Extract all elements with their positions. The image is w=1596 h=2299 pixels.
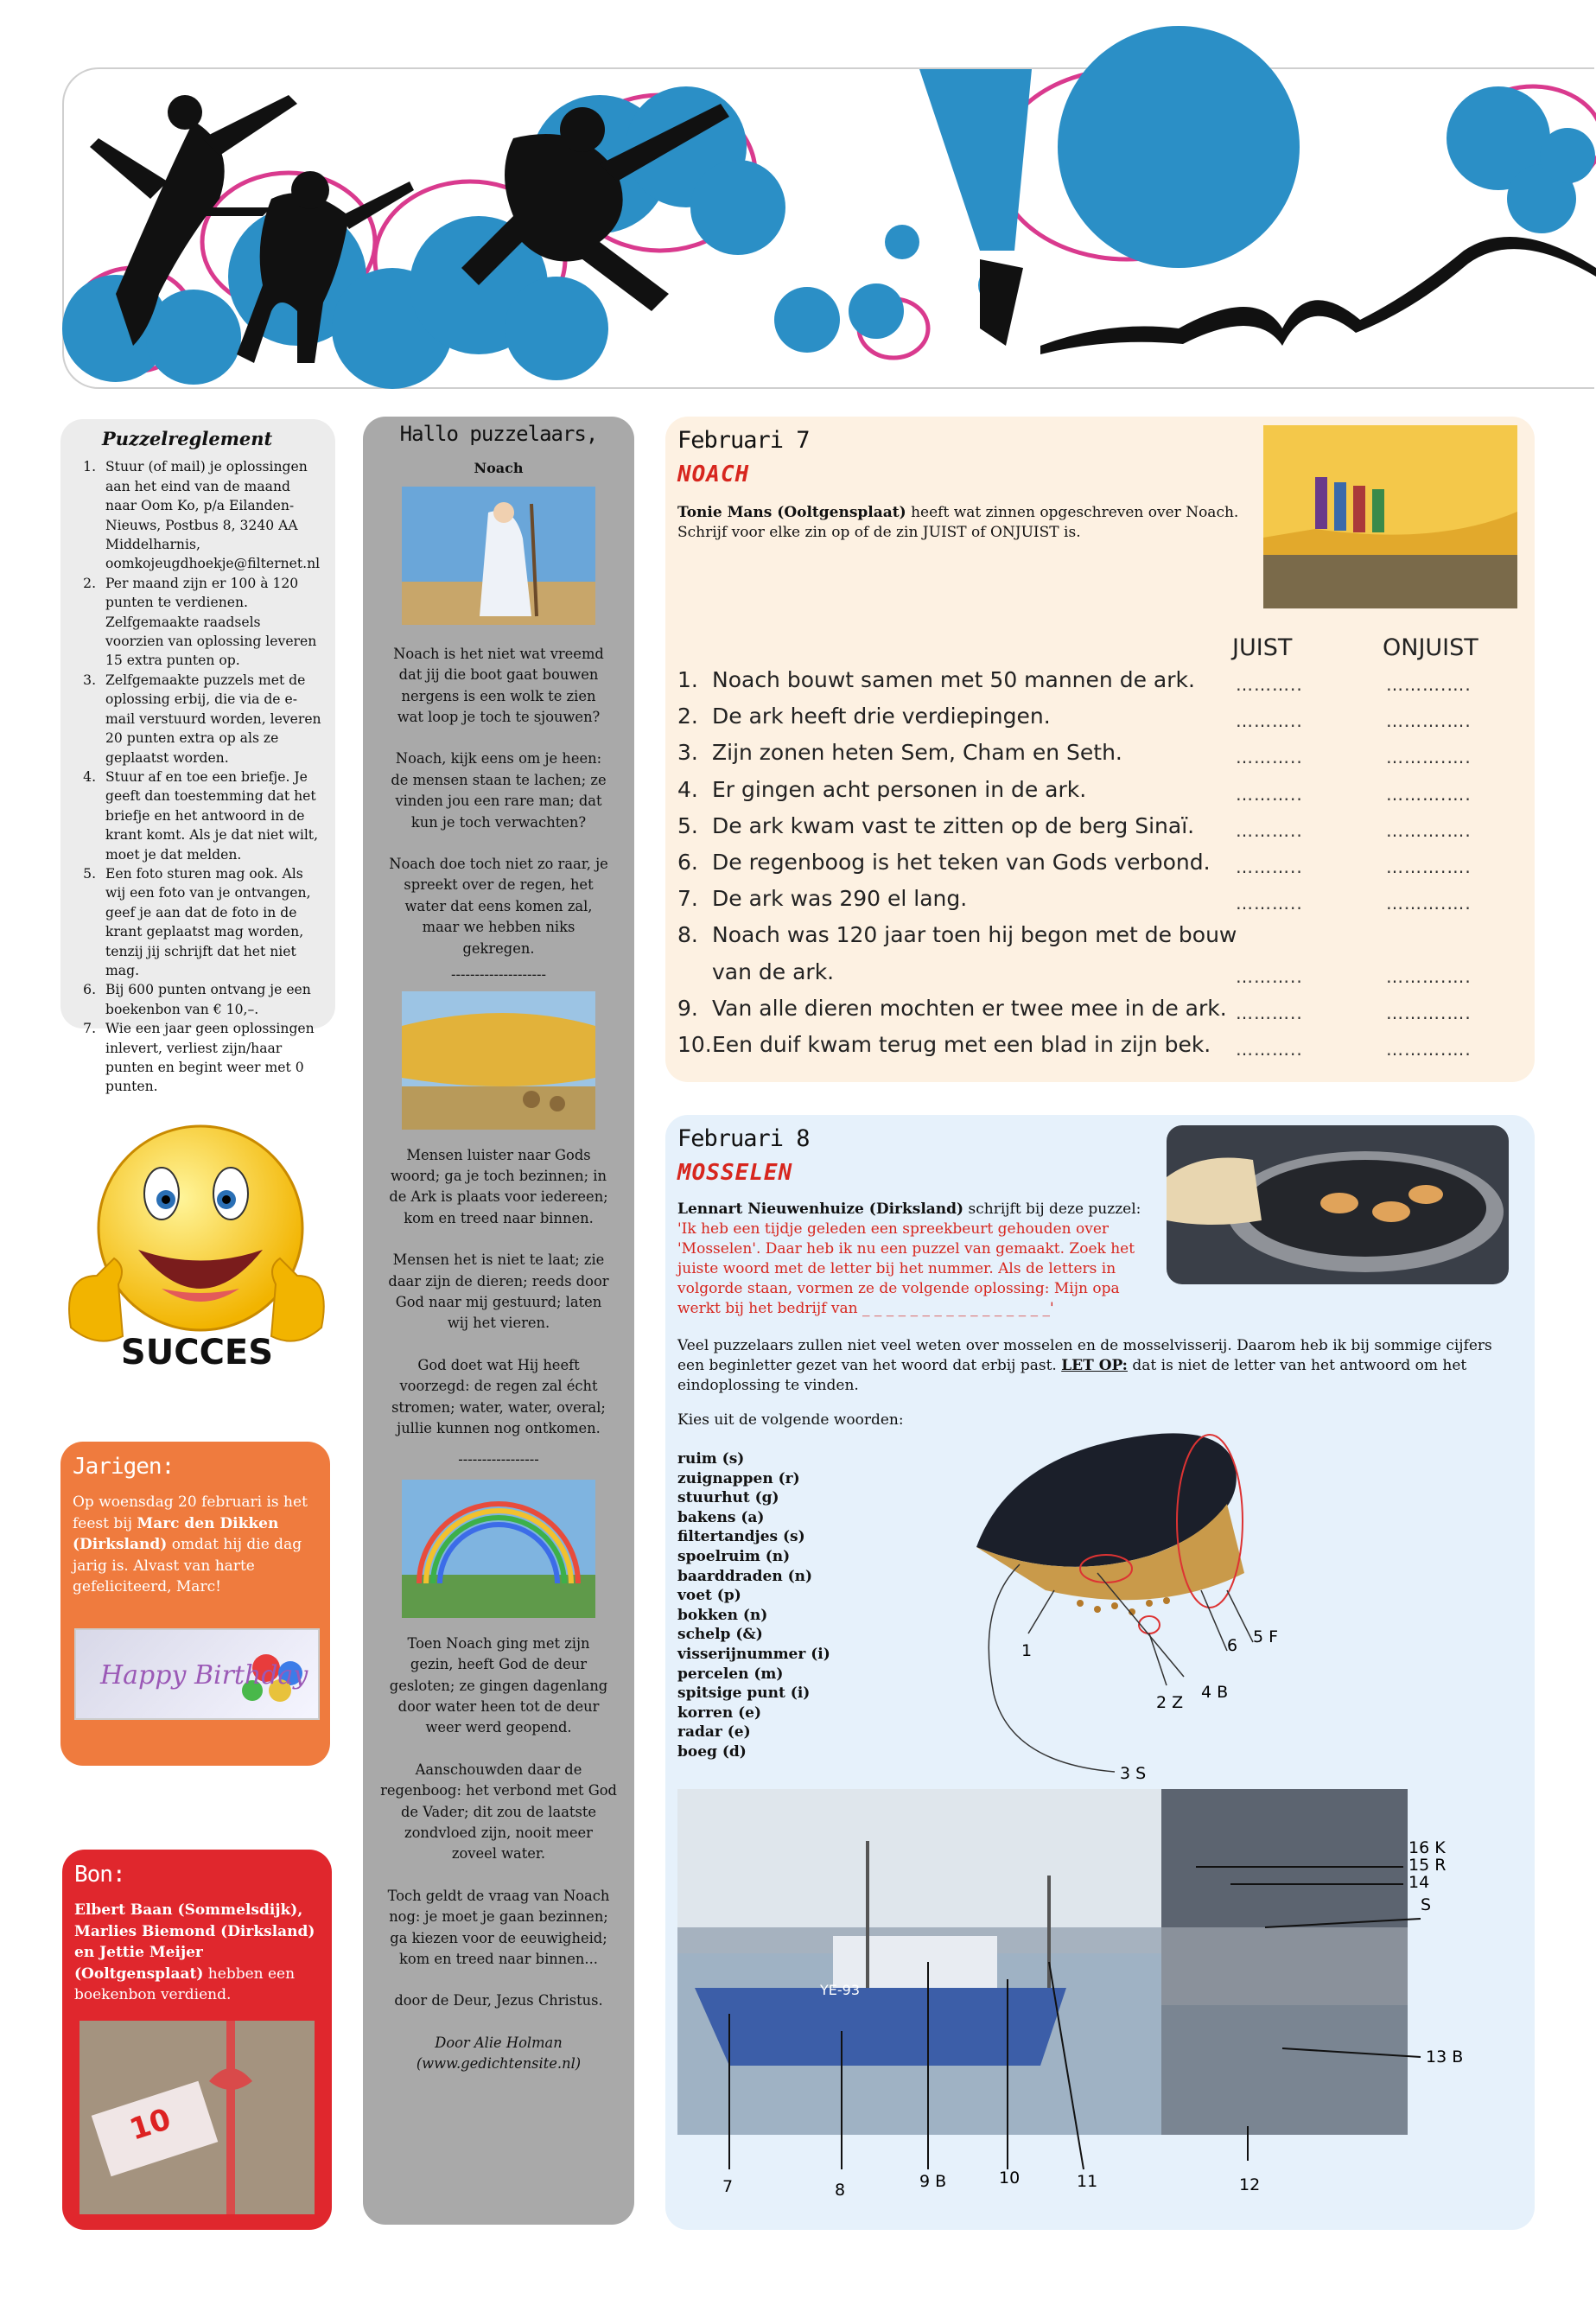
- ark-image: [402, 991, 595, 1130]
- word-item: visserijnummer (i): [677, 1645, 830, 1663]
- question-number: 10.: [677, 1032, 712, 1057]
- question-number: 6.: [677, 850, 698, 875]
- birthday-card-text: Happy Birthday: [100, 1660, 308, 1691]
- feb8-choose: Kies uit de volgende woorden:: [677, 1411, 904, 1429]
- answer-juist-blank[interactable]: ………..: [1236, 819, 1303, 841]
- poem-stanza: Toch geldt de vraag van Noach nog: je moet je gaan bezinnen; ga kiezen voor de eeuwigheid; kom en treed naar binnen...: [387, 1887, 610, 1968]
- answer-onjuist-blank[interactable]: ……….….: [1386, 819, 1472, 841]
- mussel-label: 3 S: [1120, 1764, 1147, 1783]
- question-text: De ark kwam vast te zitten op de berg Sinaï.: [712, 812, 1195, 838]
- word-item: spitsige punt (i): [677, 1684, 811, 1703]
- word-item: radar (e): [677, 1723, 751, 1742]
- rules-title: Puzzelreglement: [102, 428, 273, 449]
- col-juist: JUIST: [1232, 634, 1293, 661]
- mussel-label: 2 Z: [1156, 1693, 1184, 1712]
- question-text: Zijn zonen heten Sem, Cham en Seth.: [712, 740, 1122, 766]
- feb8-intro: Lennart Nieuwenhuize (Dirksland) schrijft bij deze puzzel: 'Ik heb een tijdje geleden een spreekbeurt gehouden over 'Mosselen'. Daar heb ik nu een puzzel van gemaakt. Zoek het juiste woord met de letter bij het nummer. Als de letters in volgorde staan, vormen ze de volgende oplossing: Mijn opa werkt bij het bedrijf van _ _ _ _ _ _ _ _ _ _ _ _ _ _ _ _': [677, 1200, 1141, 1317]
- poem-stanza: Mensen luister naar Gods woord; ga je toch bezinnen; in de Ark is plaats voor iedereen; kom en treed naar binnen.: [389, 1146, 608, 1226]
- rule-item: 7. Wie een jaar geen oplossingen inlevert, verliest zijn/haar punten en begint weer met 0 punten.: [100, 1019, 323, 1097]
- poem-title: Hallo puzzelaars,: [399, 422, 598, 446]
- jarigen-panel: [60, 1442, 330, 1766]
- mussel-label: 4 B: [1201, 1683, 1229, 1702]
- answer-onjuist-blank[interactable]: ……….….: [1386, 965, 1472, 987]
- poem-panel: [363, 417, 634, 2225]
- poem-stanza: Noach doe toch niet zo raar, je spreekt over de regen, het water dat eens komen zal, maar we hebben niks gekregen.: [389, 856, 608, 957]
- answer-onjuist-blank[interactable]: ……….….: [1386, 783, 1472, 805]
- rules-list: [93, 457, 323, 1096]
- boat-photos: [677, 1789, 1464, 2204]
- rule-item: 2. Per maand zijn er 100 à 120 punten te verdienen. Zelfgemaakte raadsels voorzien van oplossing leveren 15 extra punten op.: [100, 574, 323, 671]
- question-text: De regenboog is het teken van Gods verbond.: [712, 850, 1211, 875]
- succes-smiley: [62, 1120, 332, 1379]
- word-item: schelp (&): [677, 1626, 763, 1644]
- rules-panel: [60, 419, 335, 1095]
- boat-label: 16 K: [1408, 1838, 1446, 1857]
- poem-author: Door Alie Holman: [435, 2034, 563, 2051]
- rule-item: 6. Bij 600 punten ontvang je een boekenbon van € 10,–.: [100, 980, 323, 1019]
- jarigen-title: Jarigen:: [73, 1454, 175, 1480]
- rule-item: 3. Zelfgemaakte puzzels met de oplossing erbij, die via de e-mail verstuurd worden, leveren 20 punten extra op als ze geplaatst worden.: [100, 671, 323, 767]
- poem-stanza: Mensen het is niet te laat; zie daar zijn de dieren; reeds door God naar mij gestuurd; laten wij het vieren.: [388, 1251, 609, 1332]
- poem-source: (www.gedichtensite.nl): [416, 2055, 582, 2073]
- word-item: korren (e): [677, 1704, 762, 1722]
- header-illustration: [64, 69, 1596, 391]
- question-text: Van alle dieren mochten er twee mee in de ark.: [712, 995, 1227, 1021]
- rule-item: 4. Stuur af en toe een briefje. Je geeft dan toestemming dat het briefje en het antwoord in de krant komt. Als je dat niet wilt, moet je dat melden.: [100, 767, 323, 864]
- mussel-label: 1: [1021, 1641, 1033, 1660]
- puzzle-feb8: [665, 1115, 1535, 2230]
- word-item: zuignappen (r): [677, 1469, 800, 1487]
- answer-juist-blank[interactable]: ………..: [1236, 747, 1303, 768]
- noah-image: [402, 487, 595, 625]
- poem-stanza: Noach, kijk eens om je heen: de mensen staan te lachen; ze vinden jou een rare man; dat kun je toch verwachten?: [391, 750, 607, 831]
- word-list: [677, 1449, 830, 1762]
- boat-label: 10: [999, 2168, 1021, 2188]
- mussel-diagram: [942, 1417, 1279, 1789]
- boat-label: 14: [1408, 1873, 1430, 1892]
- question-text: De ark heeft drie verdiepingen.: [712, 704, 1051, 729]
- mussel-label: 5 F: [1253, 1627, 1279, 1646]
- question-number: 3.: [677, 740, 698, 766]
- question-text: Er gingen acht personen in de ark.: [712, 776, 1087, 802]
- feb8-heading: MOSSELEN: [677, 1160, 793, 1186]
- question-text: Een duif kwam terug met een blad in zijn bek.: [712, 1032, 1211, 1057]
- answer-juist-blank[interactable]: ………..: [1236, 857, 1303, 877]
- rule-item: 1. Stuur (of mail) je oplossingen aan het eind van de maand naar Oom Ko, p/a Eilanden-Nieuws, Postbus 8, 3240 AA Middelharnis, oomkojeugdhoekje@filternet.nl: [100, 457, 323, 573]
- answer-juist-blank[interactable]: ………..: [1236, 1002, 1303, 1023]
- giftcard-image: [79, 2021, 315, 2214]
- answer-juist-blank[interactable]: ………..: [1236, 710, 1303, 732]
- boat-label: 13 B: [1426, 2047, 1464, 2067]
- question-text: Noach was 120 jaar toen hij begon met de bouw: [712, 922, 1237, 948]
- boat-label: 11: [1077, 2172, 1098, 2191]
- bon-panel: [62, 1850, 332, 2230]
- rainbow-image: [402, 1480, 595, 1618]
- question-number: 1.: [677, 667, 698, 692]
- answer-onjuist-blank[interactable]: ……….….: [1386, 893, 1472, 914]
- poem-divider: -----------------: [458, 1451, 539, 1468]
- answer-juist-blank[interactable]: ………..: [1236, 965, 1303, 987]
- word-item: boeg (d): [677, 1742, 747, 1761]
- feb7-ark-image: [1263, 425, 1517, 608]
- word-item: filtertandjes (s): [677, 1528, 805, 1546]
- question-number: 8.: [677, 922, 698, 948]
- boat-label: 8: [835, 2181, 846, 2200]
- succes-label: SUCCES: [120, 1333, 274, 1372]
- answer-onjuist-blank[interactable]: ……….….: [1386, 747, 1472, 768]
- feb7-heading: NOACH: [677, 462, 750, 487]
- boat-label: 15 R: [1408, 1856, 1447, 1875]
- poem-subtitle: Noach: [474, 460, 524, 477]
- word-item: baarddraden (n): [677, 1567, 813, 1585]
- banknote-value: 10: [125, 2101, 175, 2148]
- answer-onjuist-blank[interactable]: ……….….: [1386, 710, 1472, 732]
- boat-label: 9 B: [919, 2172, 947, 2191]
- question-number: 5.: [677, 812, 698, 838]
- bon-text: Elbert Baan (Sommelsdijk), Marlies Biemond (Dirksland) en Jettie Meijer (Ooltgensplaat) hebben een boekenbon verdiend.: [74, 1901, 315, 2004]
- header-banner: [62, 67, 1594, 389]
- mussel-label: 6: [1227, 1636, 1238, 1655]
- col-onjuist: ONJUIST: [1383, 634, 1478, 661]
- word-item: voet (p): [677, 1587, 741, 1605]
- answer-juist-blank[interactable]: ………..: [1236, 783, 1303, 805]
- poem-stanza: Toen Noach ging met zijn gezin, heeft God de deur gesloten; ze gingen dagenlang door water heen tot de deur weer werd geopend.: [389, 1634, 608, 1736]
- answer-juist-blank[interactable]: ………..: [1236, 893, 1303, 914]
- feb7-intro: Tonie Mans (Ooltgensplaat) heeft wat zinnen opgeschreven over Noach. Schrijf voor elke zin op of de zin JUIST of ONJUIST is.: [677, 504, 1239, 541]
- word-item: ruim (s): [677, 1450, 745, 1468]
- boat-code: YE-93: [820, 1982, 861, 1998]
- word-item: bakens (a): [677, 1508, 765, 1526]
- answer-onjuist-blank[interactable]: ……….….: [1386, 1002, 1472, 1023]
- poem-stanza: Noach is het niet wat vreemd dat jij die boot gaat bouwen nergens is een wolk te zien wat loop je toch te sjouwen?: [393, 645, 604, 726]
- answer-juist-blank[interactable]: ………..: [1236, 1039, 1303, 1060]
- bon-title: Bon:: [74, 1862, 125, 1888]
- mussels-photo: [1167, 1125, 1509, 1284]
- poem-stanza: door de Deur, Jezus Christus.: [394, 1992, 603, 2009]
- word-item: spoelruim (n): [677, 1547, 791, 1565]
- question-text: Noach bouwt samen met 50 mannen de ark.: [712, 667, 1195, 692]
- answer-onjuist-blank[interactable]: ……….….: [1386, 674, 1472, 695]
- smiley-icon: [62, 1120, 332, 1379]
- word-item: stuurhut (g): [677, 1489, 779, 1507]
- boat-label: 7: [722, 2177, 734, 2196]
- jarigen-text: Op woensdag 20 februari is het feest bij Marc den Dikken (Dirksland) omdat hij die dag jarig is. Alvast van harte gefeliciteerd, Marc!: [73, 1493, 308, 1596]
- boat-label: S: [1421, 1895, 1432, 1914]
- poem-stanza: God doet wat Hij heeft voorzegd: de regen zal écht stromen; water, water, overal; jullie kunnen nog ontkomen.: [391, 1356, 606, 1436]
- rule-item: 5. Een foto sturen mag ook. Als wij een foto van je ontvangen, geef je aan dat de foto in de krant geplaatst mag worden, tenzij jij schrijft dat het niet mag.: [100, 864, 323, 980]
- answer-juist-blank[interactable]: ………..: [1236, 674, 1303, 695]
- puzzle-feb7: [665, 417, 1535, 1082]
- word-item: percelen (m): [677, 1665, 784, 1683]
- word-item: bokken (n): [677, 1606, 768, 1624]
- question-number: 9.: [677, 995, 698, 1021]
- answer-onjuist-blank[interactable]: ……….….: [1386, 857, 1472, 877]
- question-text: De ark was 290 el lang.: [712, 886, 968, 912]
- question-number: 7.: [677, 886, 698, 912]
- poem-divider: --------------------: [450, 966, 547, 984]
- birthday-card: [74, 1628, 320, 1720]
- boat-label: 12: [1239, 2175, 1261, 2194]
- feb8-para: Veel puzzelaars zullen niet veel weten over mosselen en de mosselvisserij. Daarom heb ik bij sommige cijfers een beginletter gezet van het woord dat erbij past. LET OP: dat is niet de letter van het antwoord om het eindoplossing te vinden.: [677, 1337, 1492, 1394]
- question-number: 4.: [677, 776, 698, 802]
- question-text: van de ark.: [712, 958, 835, 984]
- feb8-date: Februari 8: [677, 1125, 810, 1152]
- feb7-date: Februari 7: [677, 427, 810, 454]
- poem-stanza: Aanschouwden daar de regenboog: het verbond met God de Vader; dit zou de laatste zondvloed zijn, nooit meer zoveel water.: [380, 1761, 617, 1863]
- answer-onjuist-blank[interactable]: ……….….: [1386, 1039, 1472, 1060]
- question-number: 2.: [677, 704, 698, 729]
